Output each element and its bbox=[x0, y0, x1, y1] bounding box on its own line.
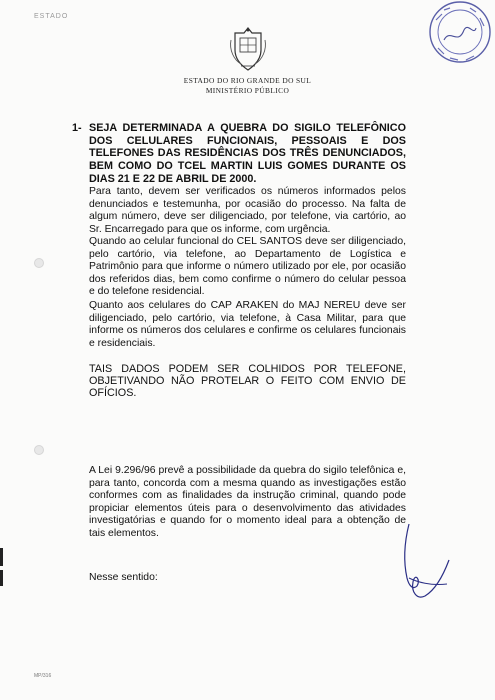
state-coat-of-arms-icon bbox=[228, 26, 268, 72]
institution-ministry: MINISTÉRIO PÚBLICO bbox=[205, 86, 290, 95]
paragraph-law: A Lei 9.296/96 prevê a possibilidade da quebra do sigilo telefônica e, para tanto, concorda com a mesma quando as investigações estão conformes com as finalidades da instrução criminal, quando pode propiciar elementos úteis para o desenvolvimento das atividades investigatórias e quando for o momento ideal para a obtenção de tais elementos. bbox=[89, 465, 406, 539]
punch-hole bbox=[34, 258, 44, 268]
scan-edge-mark bbox=[0, 570, 3, 586]
footer-code: MP/316 bbox=[34, 673, 52, 679]
paragraph-cap-araken: Quanto aos celulares do CAP ARAKEN do MAJ NEREU deve ser diligenciado, pelo cartório, via telefone, à Casa Militar, para que informe os números dos celulares e confirme os celulares funcionais e residenciais. bbox=[89, 300, 406, 349]
item-heading: SEJA DETERMINADA A QUEBRA DO SIGILO TELEFÔNICO DOS CELULARES FUNCIONAIS, PESSOAIS E DOS TELEFONES DAS RESIDÊNCIAS DOS TRÊS DENUNCIADOS, BEM COMO DO TCEL MARTIN LUIS GOMES DURANTE OS DIAS 21 E 22 DE ABRIL DE 2000. bbox=[89, 122, 406, 185]
round-stamp-icon bbox=[414, 0, 494, 70]
closing-text: Nesse sentido: bbox=[89, 572, 158, 583]
institution-state: ESTADO DO RIO GRANDE DO SUL bbox=[183, 76, 312, 85]
item-number: 1- bbox=[72, 122, 82, 134]
handwritten-signature-icon bbox=[395, 520, 455, 610]
punch-hole bbox=[34, 445, 44, 455]
paragraph-verification: Para tanto, devem ser verificados os números informados pelos denunciados e testemunha, por ocasião do processo. Na falta de algum número, deve ser diligenciado, por telefone, via cartório, ao Sr. Encarregado para que os informe, com urgência. bbox=[89, 186, 406, 235]
scan-edge-mark bbox=[0, 548, 3, 566]
top-faded-mark: ESTADO bbox=[34, 13, 69, 20]
paragraph-cel-santos: Quando ao celular funcional do CEL SANTOS deve ser diligenciado, pelo cartório, via telefone, ao Departamento de Logística e Patrimônio para que informe o número utilizado por ele, por ocasião dos referidos dias, bem como confirme o número do celular pessoa e do telefone residencial. bbox=[89, 236, 406, 298]
paragraph-phone-collection: TAIS DADOS PODEM SER COLHIDOS POR TELEFONE, OBJETIVANDO NÃO PROTELAR O FEITO COM ENVIO DE OFÍCIOS. bbox=[89, 363, 406, 399]
